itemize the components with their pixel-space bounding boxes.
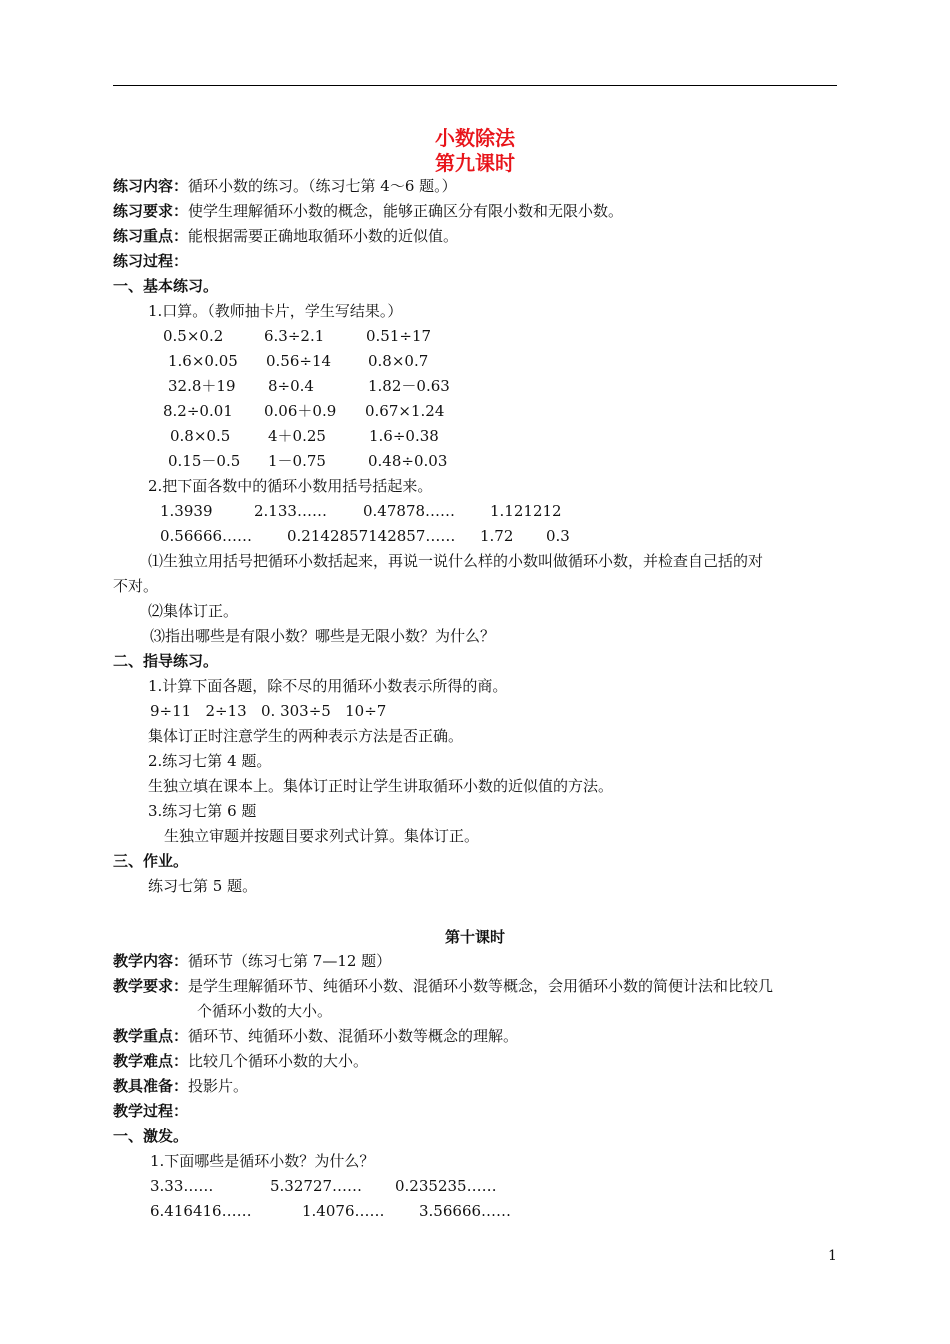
practice-content (113, 176, 457, 196)
number-cell: 0.56666…… (160, 527, 253, 545)
number-cell: 0.3 (546, 527, 570, 545)
section-guided-heading: 二、指导练习。 (113, 652, 219, 670)
teaching-key-label: 教学重点： (113, 1027, 189, 1045)
guided-item-3: 3.练习七第 6 题 (148, 802, 257, 820)
teaching-process-label: 教学过程： (113, 1102, 189, 1120)
teaching-difficulty-label: 教学难点： (113, 1052, 189, 1070)
number-cell: 0.235235…… (395, 1177, 497, 1195)
number-cell: 0.47878…… (363, 502, 456, 520)
oral-calc-cell: 6.3÷2.1 (264, 327, 325, 345)
teaching-difficulty-text: 比较几个循环小数的大小。 (188, 1052, 369, 1070)
number-cell: 0.2142857142857…… (287, 527, 456, 545)
oral-calc-cell: 1.6÷0.38 (369, 427, 439, 445)
numbers-row (0, 1176, 950, 1196)
practice-content-label: 练习内容： (113, 177, 189, 195)
teaching-content-label: 教学内容： (113, 952, 189, 970)
number-cell: 2.133…… (254, 502, 327, 520)
teaching-tools-label: 教具准备： (113, 1077, 189, 1095)
practice-process-label: 练习过程： (113, 252, 189, 270)
oral-calc-row (0, 376, 950, 396)
oral-calc-cell: 32.8＋19 (168, 377, 236, 395)
guided-calc-list: 9÷11 2÷13 0. 303÷5 10÷7 (150, 702, 387, 720)
page-title: 小数除法 (435, 126, 515, 150)
practice-content-text: 循环小数的练习。（练习七第 4～6 题。） (188, 177, 457, 195)
teaching-content (113, 951, 391, 971)
practice-requirement (113, 201, 623, 221)
oral-calc-cell: 8.2÷0.01 (163, 402, 233, 420)
step-3: ⑶指出哪些是有限小数？哪些是无限小数？为什么？ (150, 627, 496, 645)
teaching-key-text: 循环节、纯循环小数、混循环小数等概念的理解。 (188, 1027, 519, 1045)
guided-note-3: 生独立审题并按题目要求列式计算。集体订正。 (164, 827, 480, 845)
oral-calc-row (0, 326, 950, 346)
number-cell: 1.4076…… (302, 1202, 385, 1220)
step-2: ⑵集体订正。 (148, 602, 239, 620)
numbers-row (0, 1201, 950, 1221)
numbers-row (0, 526, 950, 546)
page-number: 1 (828, 1248, 837, 1264)
guided-note-2: 生独立填在课本上。集体订正时让学生讲取循环小数的近似值的方法。 (148, 777, 614, 795)
teaching-requirement (113, 976, 773, 996)
step-1-line-a: ⑴生独立用括号把循环小数括起来，再说一说什么样的小数叫做循环小数，并检查自己括的对 (148, 552, 764, 570)
motivate-item-1: 1.下面哪些是循环小数？为什么？ (150, 1152, 375, 1170)
oral-calc-cell: 0.51÷17 (366, 327, 432, 345)
oral-calc-cell: 0.15－0.5 (168, 452, 241, 470)
numbers-row (0, 501, 950, 521)
guided-item-2: 2.练习七第 4 题。 (148, 752, 272, 770)
teaching-difficulty (113, 1051, 368, 1071)
number-cell: 5.32727…… (270, 1177, 363, 1195)
practice-key (113, 226, 458, 246)
teaching-requirement-text: 是学生理解循环节、纯循环小数、混循环小数等概念，会用循环小数的简便计法和比较几 (188, 977, 774, 995)
practice-requirement-text: 使学生理解循环小数的概念，能够正确区分有限小数和无限小数。 (188, 202, 624, 220)
practice-requirement-label: 练习要求： (113, 202, 189, 220)
section-basic-heading: 一、基本练习。 (113, 277, 219, 295)
oral-calc-row (0, 426, 950, 446)
teaching-tools-text: 投影片。 (188, 1077, 249, 1095)
number-cell: 1.3939 (160, 502, 213, 520)
oral-calc-cell: 0.8×0.7 (368, 352, 429, 370)
number-cell: 1.72 (480, 527, 514, 545)
practice-key-text: 能根据需要正确地取循环小数的近似值。 (188, 227, 459, 245)
section-homework-heading: 三、作业。 (113, 852, 189, 870)
number-cell: 3.56666…… (419, 1202, 512, 1220)
practice-key-label: 练习重点： (113, 227, 189, 245)
oral-calc-row (0, 401, 950, 421)
homework-text: 练习七第 5 题。 (148, 877, 258, 895)
oral-calc-cell: 0.06＋0.9 (264, 402, 337, 420)
guided-note-1: 集体订正时注意学生的两种表示方法是否正确。 (148, 727, 464, 745)
header-rule (113, 85, 837, 86)
number-cell: 3.33…… (150, 1177, 214, 1195)
step-1-line-b: 不对。 (113, 577, 159, 595)
lesson-subtitle: 第九课时 (435, 151, 515, 175)
teaching-key (113, 1026, 518, 1046)
number-cell: 1.121212 (490, 502, 562, 520)
oral-calc-cell: 4＋0.25 (268, 427, 326, 445)
oral-calc-row (0, 451, 950, 471)
oral-calc-cell: 1－0.75 (268, 452, 326, 470)
oral-calc-row (0, 351, 950, 371)
oral-calc-cell: 8÷0.4 (268, 377, 314, 395)
teaching-content-text: 循环节（练习七第 7—12 题） (188, 952, 392, 970)
section-motivate-heading: 一、激发。 (113, 1127, 189, 1145)
oral-calc-item: 1.口算。（教师抽卡片，学生写结果。） (148, 302, 403, 320)
teaching-requirement-label: 教学要求： (113, 977, 189, 995)
lesson-10-title: 第十课时 (444, 928, 505, 946)
oral-calc-cell: 0.56÷14 (266, 352, 332, 370)
oral-calc-cell: 0.67×1.24 (365, 402, 445, 420)
oral-calc-cell: 1.82－0.63 (368, 377, 450, 395)
number-cell: 6.416416…… (150, 1202, 252, 1220)
oral-calc-cell: 0.48÷0.03 (368, 452, 448, 470)
guided-item-1: 1.计算下面各题，除不尽的用循环小数表示所得的商。 (148, 677, 508, 695)
bracket-repeating-item: 2.把下面各数中的循环小数用括号括起来。 (148, 477, 433, 495)
teaching-tools (113, 1076, 248, 1096)
oral-calc-cell: 0.8×0.5 (170, 427, 231, 445)
teaching-requirement-continued: 个循环小数的大小。 (197, 1002, 333, 1020)
oral-calc-cell: 0.5×0.2 (163, 327, 224, 345)
oral-calc-cell: 1.6×0.05 (168, 352, 238, 370)
